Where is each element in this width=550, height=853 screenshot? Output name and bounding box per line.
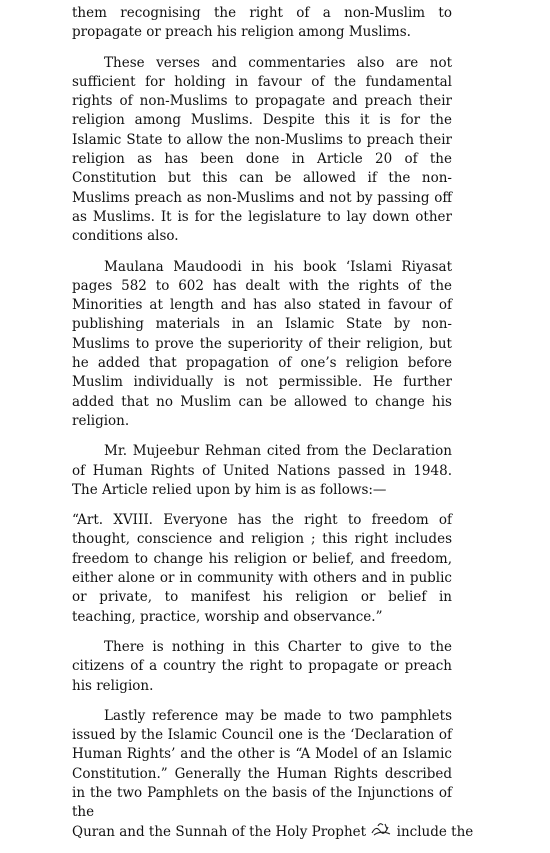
- last-line-before-glyph: Quran and the Sunnah of the Holy Prophet: [72, 823, 367, 840]
- pamphlets-last-line: [72, 824, 473, 840]
- paragraph-mujeebur-rehman: Mr. Mujeebur Rehman cited from the Declaration of Human Rights of United Nations passed in 1948. The Article relied upon by him is as follows:—: [72, 443, 452, 498]
- salutation-calligraphy-icon: [370, 823, 392, 837]
- paragraph-pamphlets: [72, 707, 474, 842]
- paragraph-continuation: them recognising the right of a non-Muslim to propagate or preach his religion among Muslims.: [72, 5, 452, 41]
- quoted-article: “Art. XVIII. Everyone has the right to freedom of thought, conscience and religion ; this right includes freedom to change his religion or belief, and freedom, either alone or in community with others and in public or private, to manifest his religion or belief in teaching, practice, worship and observance.”: [72, 512, 452, 625]
- pamphlets-text: Lastly reference may be made to two pamphlets issued by the Islamic Council one is the ‘Declaration of Human Rights’ and the other is “A Model of an Islamic Constitution.” Generally the Human Rights described in the two Pamphlets on the basis of the Injunctions of the: [72, 707, 452, 821]
- last-line-after-glyph: include the: [396, 823, 474, 840]
- paragraph-maudoodi: Maulana Maudoodi in his book ‘Islami Riyasat pages 582 to 602 has dealt with the rights of the Minorities at length and has also stated in favour of publishing materials in an Islamic State by non-Muslims to prove the superiority of their religion, but he added that propagation of one’s religion before Muslim individually is not permissible. He further added that no Muslim can be allowed to change his religion.: [72, 258, 452, 429]
- document-page: [72, 4, 474, 853]
- paragraph-charter: There is nothing in this Charter to give to the citizens of a country the right to propagate or preach his religion.: [72, 638, 452, 694]
- paragraph-verses-commentaries: These verses and commentaries also are not sufficient for holding in favour of the fundamental rights of non-Muslims to propagate and preach their religion among Muslims. Despite this it is for the Islamic State to allow the non-Muslims to preach their religion as has been done in Article 20 of the Constitution but this can be allowed if the non-Muslims preach as non-Muslims and not by passing off as Muslims. It is for the legislature to lay down other conditions also.: [72, 54, 452, 245]
